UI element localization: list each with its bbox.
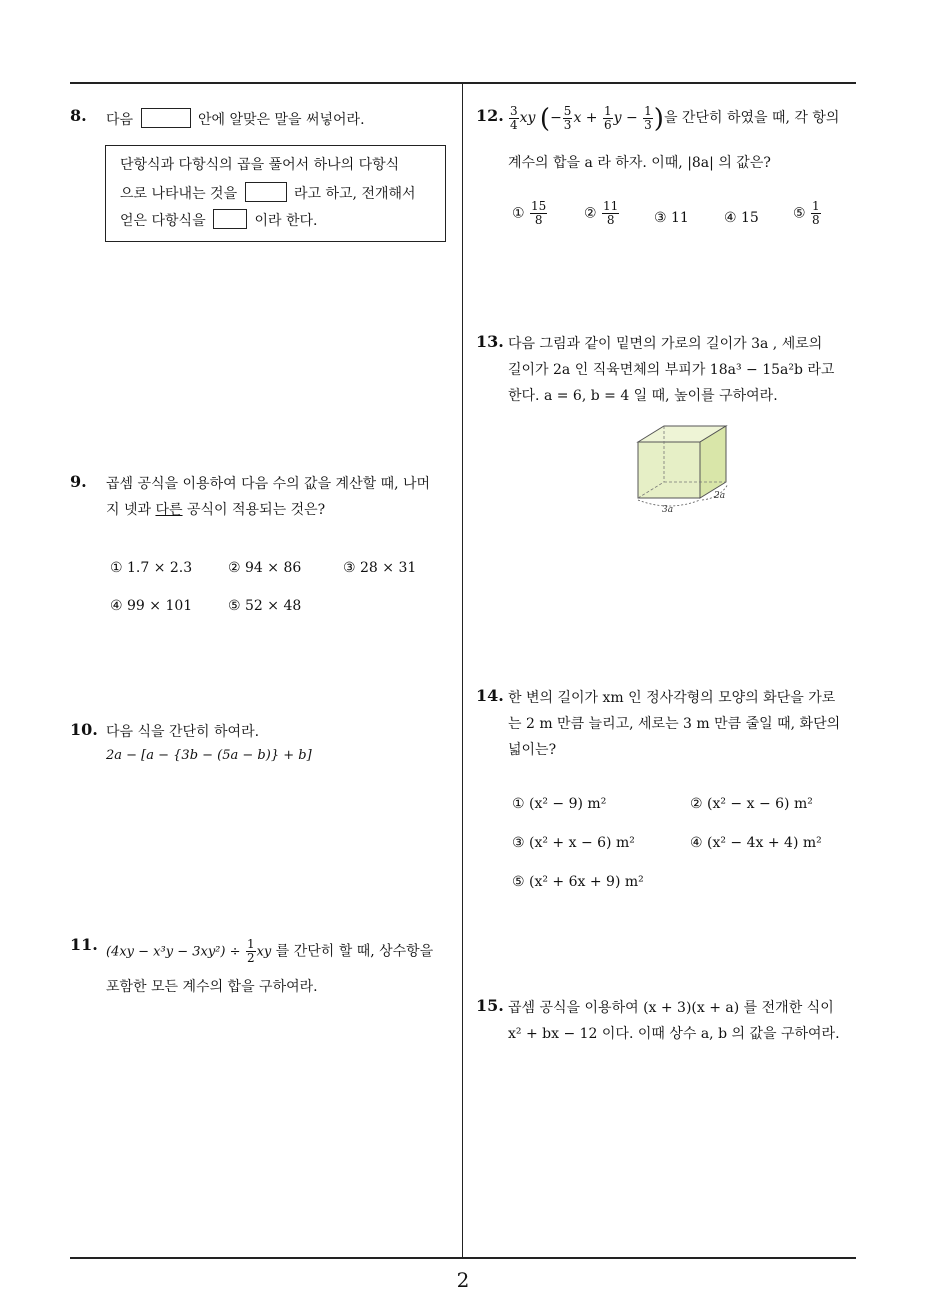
option-1: ① 1.7 × 2.3 [110,560,193,576]
expression: (4xy − x³y − 3xy²) ÷ [106,944,241,960]
fraction: $\frac{1}{2}$ [246,937,255,965]
question-number: 14. [476,686,504,705]
page-number: 2 [456,1268,470,1292]
underlined-word: 다른 [155,502,183,518]
option-4: ④ 99 × 101 [110,598,193,614]
blank-box [213,209,247,229]
cuboid-figure [628,420,748,516]
blank-box [245,182,287,202]
option-5: ⑤ $\frac{1}{8}$ [793,199,820,227]
option-1: ① $\frac{15}{8}$ [512,199,547,227]
column-divider [462,82,463,1258]
question-number: 10. [70,720,98,739]
question-number: 13. [476,332,504,351]
expression: $\frac{3}{4}$ xy (− $\frac{5}{3}$ x + $\frac{1}{6}$ y − $\frac{1}{3}$ )을 간단히 하였을 때, 각 항의 [510,103,840,134]
depth-label: 2a [714,491,726,501]
option-2: ② $\frac{11}{8}$ [584,199,619,227]
bottom-rule [70,1257,856,1259]
blank-box [141,108,191,128]
option-3: ③ 28 × 31 [343,560,417,576]
question-number: 9. [70,472,87,491]
option-1: ① (x² − 9) m² [512,796,607,812]
option-2: ② (x² − x − 6) m² [690,796,813,812]
option-5: ⑤ 52 × 48 [228,598,302,614]
option-5: ⑤ (x² + 6x + 9) m² [512,874,644,890]
question-number: 8. [70,106,87,125]
option-4: ④ (x² − 4x + 4) m² [690,835,822,851]
question-number: 12. [476,106,504,125]
question-number: 11. [70,935,98,954]
definition-box: 단항식과 다항식의 곱을 풀어서 하나의 다항식 으로 나타내는 것을 라고 하고, 전개해서 얻은 다항식을 이라 한다. [105,145,446,242]
option-3: ③ 11 [654,210,689,226]
question-number: 15. [476,996,504,1015]
option-3: ③ (x² + x − 6) m² [512,835,635,851]
top-rule [70,82,856,84]
option-4: ④ 15 [724,210,759,226]
question-stem: 다음 안에 알맞은 말을 써넣어라. [106,108,365,129]
option-2: ② 94 × 86 [228,560,302,576]
expression: 2a − [a − {3b − (5a − b)} + b] [106,748,312,763]
width-label: 3a [662,505,674,515]
